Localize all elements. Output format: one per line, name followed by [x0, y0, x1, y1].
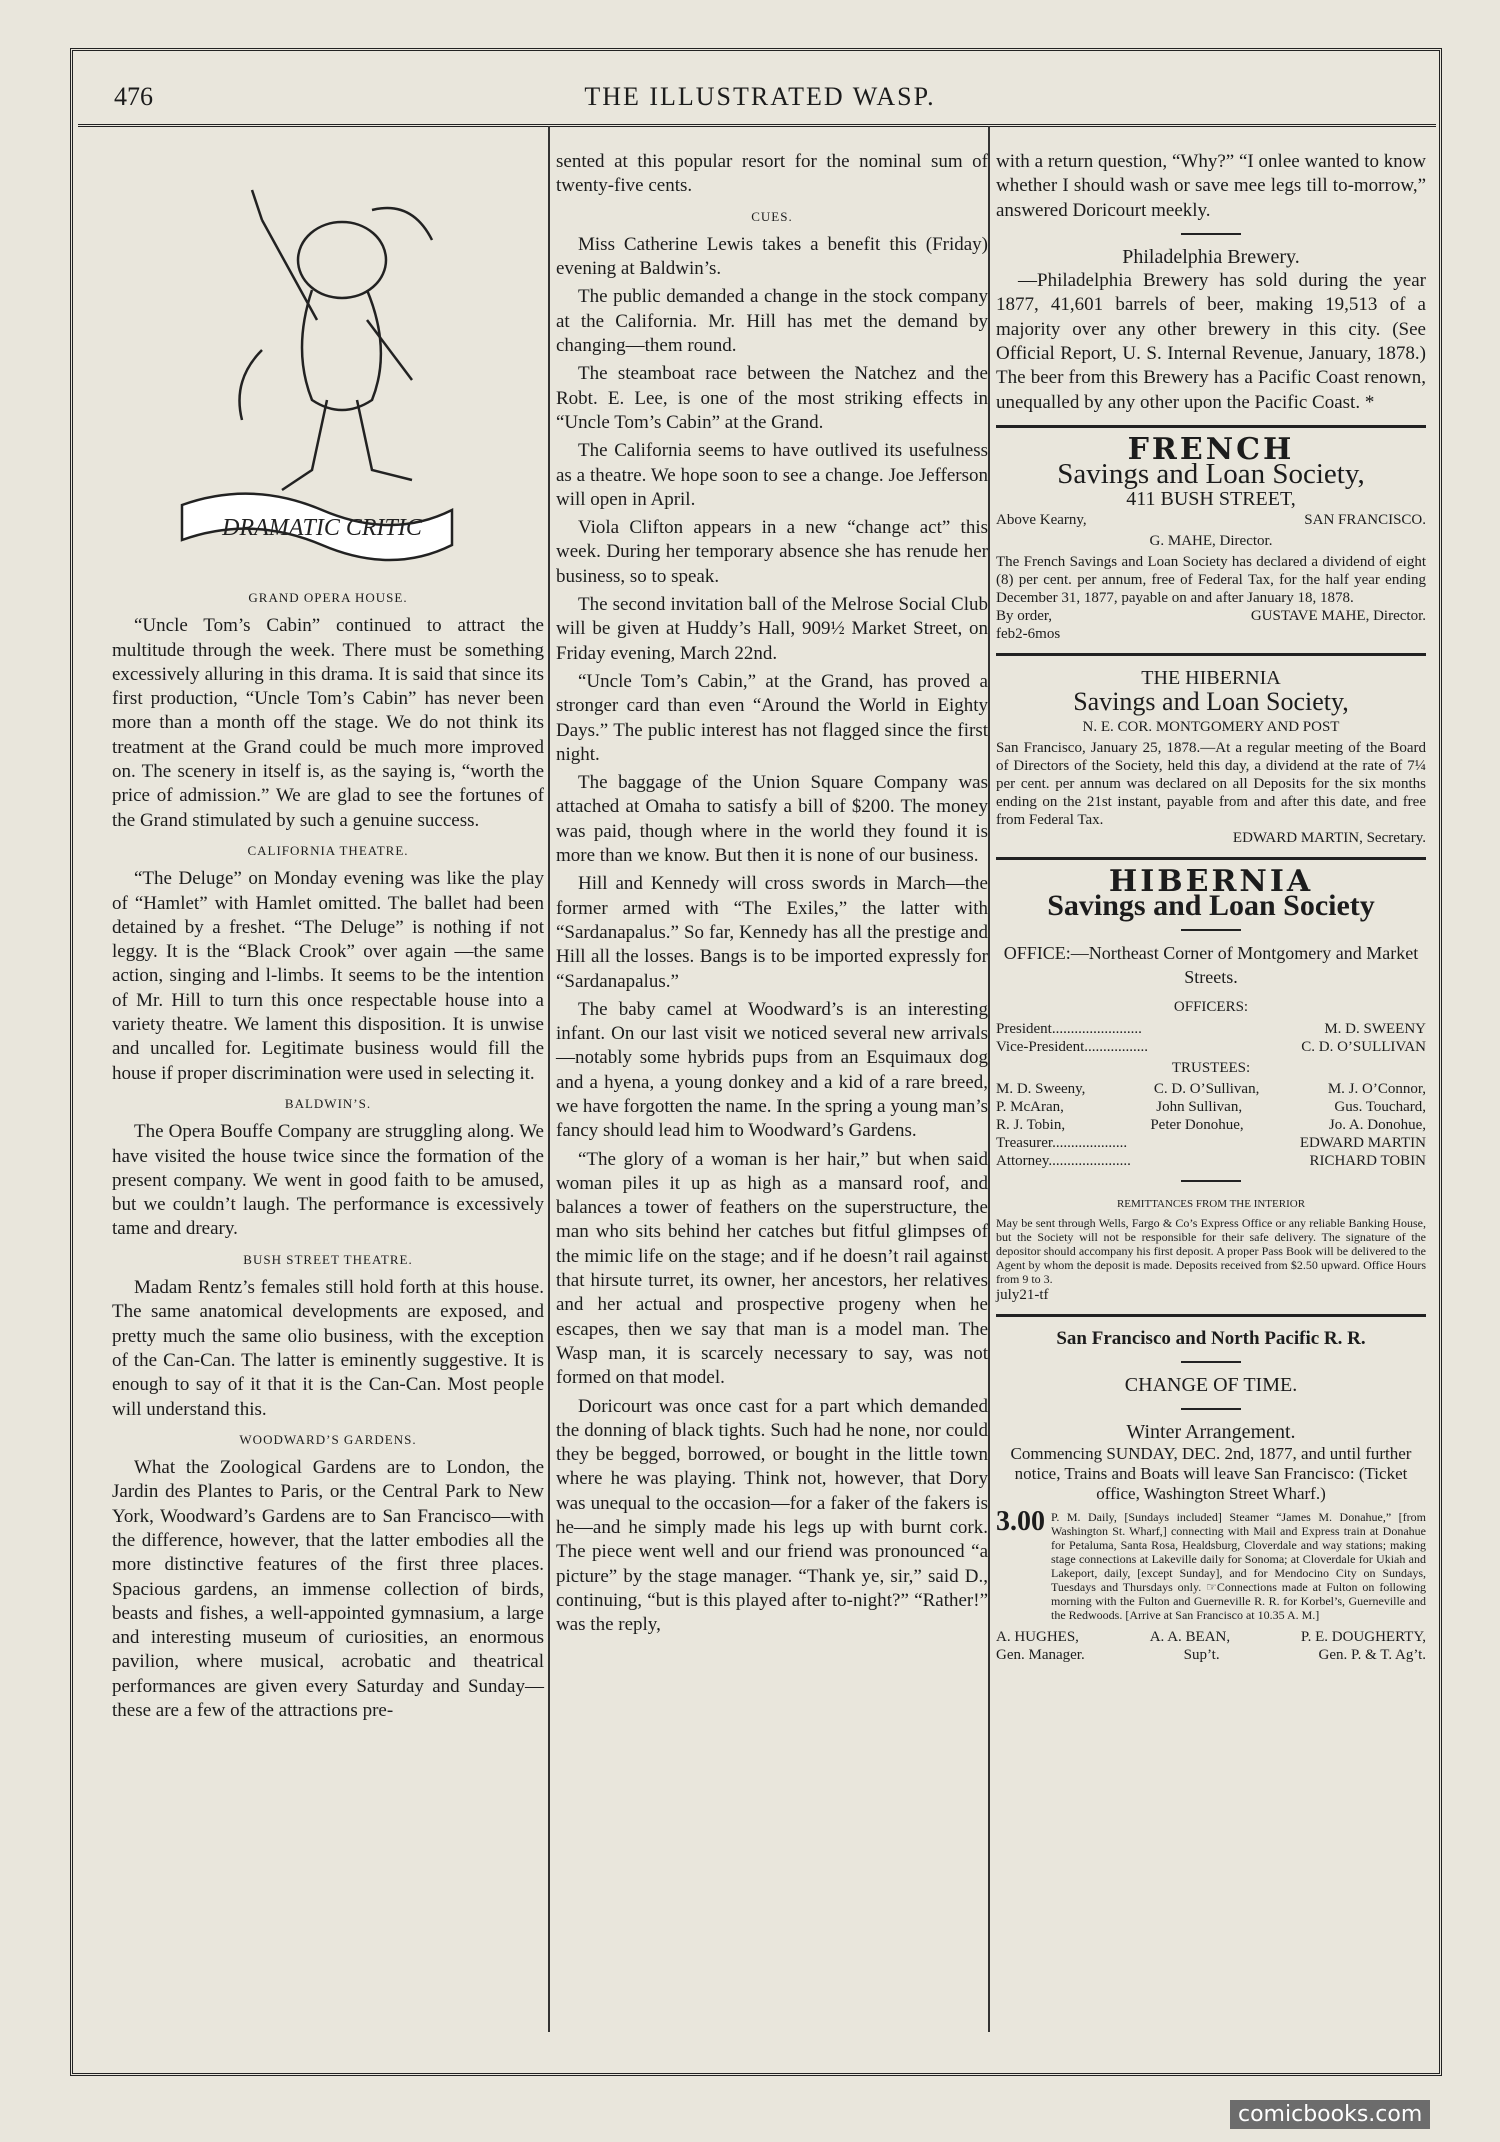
ad-signature: EDWARD MARTIN, Secretary. — [1232, 830, 1426, 847]
officer-name: RICHARD TOBIN — [1309, 1152, 1426, 1169]
paragraph: “The glory of a woman is her hair,” but when said woman piles it up as high as a mansard roof, and balances a tower of feathers on the superstructure, the man who sits behind her catches but fitful glimpses of the mimic life on the stage; and if he doesn’t rail against that hirsute turret, its owner, her ancestors, her relatives and her actual and prospective progeny when he escapes, then we say that man is a model man. The Wasp man, it is scarcely necessary to say, was not formed on that model. — [556, 1148, 988, 1389]
ad-text: GUSTAVE MAHE, Director. — [1250, 608, 1426, 625]
paragraph: Doricourt was once cast for a part which demanded the donning of black tights. Such had he none, nor could they be begged, borrowed, or bought in the little town where he was playing. Think not, however, that Dory was unequal to the occasion—for a faker of the fakers is he—and he simply made his legs up with burnt cork. The piece went well and our friend was pronounced “a picture” by the stage manager. “Thank ye, sir,” said D., continuing, “but is this played after to-night?” “Rather!” was the reply, — [556, 1395, 988, 1636]
trustee-name: John Sullivan, — [1156, 1098, 1243, 1115]
dramatic-critic-illustration — [112, 150, 544, 580]
ad-separator — [996, 425, 1426, 428]
officer-role: Vice-President................. — [996, 1038, 1148, 1055]
paragraph: sented at this popular resort for the nominal sum of twenty-five cents. — [556, 151, 988, 197]
paragraph: The Opera Bouffe Company are struggling along. We have visited the house twice since the formation of the present company. We went in good faith to be amused, but we couldn’t laugh. The performance is excessively tame and dreary. — [112, 1121, 544, 1240]
officer-name: C. D. O’SULLIVAN — [1301, 1038, 1426, 1055]
ad-address: 411 BUSH STREET, — [1126, 487, 1296, 510]
schedule-text: P. M. Daily, [Sundays included] Steamer “James M. Donahue,” [from Washington St. Wharf,] connecting with Mail and Express train at Donahue for Petaluma, Santa Rosa, Healdsburg, Cloverdale and way stations; making stage connections at Lakeville daily for Sonoma; at Cloverdale for Ukiah and Lakeport, daily, [except Sunday], and for Mendocino City on Sundays, Tuesdays and Thursdays only. ☞Connections made at Fulton on following morning with the Fulton and Guerneville R. R. for Korbel’s, Guerneville and the Redwoods. [Arrive at San Francisco at 10.35 A. M.] — [1051, 1510, 1426, 1623]
officer-name: EDWARD MARTIN — [1299, 1134, 1426, 1151]
official-title: Sup’t. — [1183, 1647, 1220, 1664]
short-rule — [1181, 929, 1241, 931]
section-heading-california: CALIFORNIA THEATRE. — [247, 842, 409, 858]
column-2 — [556, 150, 988, 1642]
trustee-name: Peter Donohue, — [1150, 1116, 1244, 1133]
section-heading-cues: CUES. — [751, 208, 793, 224]
officer-role: Attorney...................... — [996, 1152, 1131, 1169]
railroad-ad — [996, 1327, 1426, 1664]
ad-text: San Francisco, January 25, 1878.—At a regular meeting of the Board of Directors of the Society, held this day, a dividend at the rate of 7¼ per cent. per annum was declared on all Deposits for the six months ending on the 21st instant, payable from and after this date, and free from Federal Tax. — [996, 740, 1426, 829]
paragraph: Hill and Kennedy will cross swords in March—the former armed with “The Exiles,” the latter with “Sardanapalus.” So far, Kennedy has all the prestige and Hill all the losses. Bangs is to be imported expressly for “Sardanapalus.” — [556, 873, 988, 992]
official-name: P. E. DOUGHERTY, — [1300, 1629, 1426, 1646]
paragraph: The baggage of the Union Square Company was attached at Omaha to satisfy a bill of $200. The money was paid, though where in the world they found it is more than we know. But then it is none of our business. — [556, 772, 988, 867]
ad-director: G. MAHE, Director. — [1149, 532, 1273, 549]
ad-text: By order, — [996, 608, 1053, 625]
ad-address: N. E. COR. MONTGOMERY AND POST — [1082, 718, 1340, 735]
ad-subheading: Winter Arrangement. — [1126, 1420, 1296, 1443]
ad-separator — [996, 653, 1426, 656]
paragraph: The steamboat race between the Natchez and the Robt. E. Lee, is one of the most striking effects in “Uncle Tom’s Cabin” at the Grand. — [556, 363, 988, 433]
masthead-title: THE ILLUSTRATED WASP. — [584, 82, 936, 111]
ad-heading: San Francisco and North Pacific R. R. — [1056, 1328, 1366, 1350]
column-divider-2 — [988, 126, 990, 2032]
section-heading-bush-street: BUSH STREET THEATRE. — [243, 1251, 413, 1267]
section-heading-baldwins: BALDWIN’S. — [284, 1095, 372, 1111]
watermark: comicbooks.com — [1230, 2100, 1430, 2129]
paragraph: What the Zoological Gardens are to London, the Jardin des Plantes to Paris, or the Central Park to New York, Woodward’s Gardens are to San Francisco—with the difference, however, that the latter embodies all the more distinctive features of the first three places. Spacious gardens, an immense collection of birds, beasts and fishes, a well-appointed gymnasium, a large and interesting museum of curiosities, an enormous pavilion, where musical, acrobatic and theatrical performances are given every Saturday and Sunday—these are a few of the attractions pre- — [112, 1457, 544, 1722]
official-name: A. HUGHES, — [996, 1629, 1079, 1646]
ad-office: OFFICE:—Northeast Corner of Montgomery and Market Streets. — [1003, 942, 1419, 987]
paragraph: with a return question, “Why?” “I onlee wanted to know whether I should wash or save mee legs till to-morrow,” answered Doricourt meekly. — [996, 151, 1426, 221]
column-1 — [112, 150, 544, 1727]
trustee-name: M. D. Sweeny, — [996, 1080, 1086, 1097]
brewery-text: —Philadelphia Brewery has sold during the year 1877, 41,601 barrels of beer, making 19,513 of a majority over any other brewery in this city. (See Official Report, U. S. Internal Revenue, January, 1878.) The beer from this Brewery has a Pacific Coast renown, unequalled by any other upon the Pacific Coast. * — [996, 270, 1426, 413]
column-3 — [996, 150, 1426, 1664]
short-rule — [1181, 1361, 1241, 1363]
official-title: Gen. P. & T. Ag’t. — [1318, 1647, 1426, 1664]
ad-text: SAN FRANCISCO. — [1304, 511, 1426, 528]
officer-role: President........................ — [996, 1020, 1142, 1037]
ad-code: feb2-6mos — [996, 626, 1061, 643]
officer-name: M. D. SWEENY — [1324, 1020, 1426, 1037]
ad-separator — [996, 1314, 1426, 1317]
official-name: A. A. BEAN, — [1149, 1629, 1231, 1646]
page-header — [110, 78, 1410, 118]
paragraph: The second invitation ball of the Melrose Social Club will be given at Huddy’s Hall, 909½ Market Street, on Friday evening, March 22nd. — [556, 594, 988, 664]
ad-subheading: CHANGE OF TIME. — [1124, 1374, 1298, 1397]
trustee-name: R. J. Tobin, — [996, 1116, 1066, 1133]
official-title: Gen. Manager. — [996, 1647, 1085, 1664]
ad-text: Above Kearny, — [996, 511, 1087, 528]
paragraph: Viola Clifton appears in a new “change act” this week. During her temporary absence she has renude her business, so to speak. — [556, 517, 988, 587]
ad-subheading: Savings and Loan Society, — [1057, 458, 1365, 491]
paragraph: The baby camel at Woodward’s is an interesting infant. On our last visit we noticed several new arrivals—notably some hybrids pups from an Esquimaux dog and a hyena, a young donkey and a kid of a rare breed, we have forgotten the name. In the spring a young man’s fancy should lead him to Woodward’s Gardens. — [556, 998, 988, 1142]
paragraph: Miss Catherine Lewis takes a benefit this (Friday) evening at Baldwin’s. — [556, 233, 988, 280]
ad-text: The French Savings and Loan Society has declared a dividend of eight (8) per cent. per annum, free of Federal Tax, for the half year ending December 31, 1877, payable on and after January 18, 1878. — [996, 554, 1426, 607]
ad-separator — [996, 857, 1426, 860]
departure-time: 3.00 — [996, 1506, 1045, 1538]
header-rule — [78, 124, 1436, 127]
paragraph: “The Deluge” on Monday evening was like the play of “Hamlet” with Hamlet omitted. The ballet had been detained by a freshet. “The Deluge” is nothing if not leggy. It is the “Black Crook” over again —the same action, singing and l-limbs. It seems to be the intention of Mr. Hill to turn this once respectable house into a variety theatre. We lament this disposition. It is unwise and uncalled for. Legitimate business would fill the house if proper discrimination were used in selecting it. — [112, 868, 544, 1084]
ad-heading: HIBERNIA — [1108, 864, 1314, 900]
remit-heading: REMITTANCES FROM THE INTERIOR — [1116, 1197, 1306, 1210]
paragraph: The public demanded a change in the stock company at the California. Mr. Hill has met the demand by changing—them round. — [556, 286, 988, 357]
officers-heading: OFFICERS: — [1173, 999, 1249, 1016]
remit-text: May be sent through Wells, Fargo & Co’s Express Office or any reliable Banking House, but the Society will not be responsible for their safe delivery. The signature of the depositor should accompany his first deposit. A proper Pass Book will be delivered to the Agent by whom the deposit is made. Deposits received from $2.50 upward. Office Hours from 9 to 3. — [996, 1216, 1426, 1287]
ad-subheading: Savings and Loan Society — [1047, 889, 1375, 923]
french-savings-ad — [996, 431, 1426, 643]
section-heading-woodwards: WOODWARD’S GARDENS. — [239, 1431, 417, 1447]
column-divider-1 — [548, 126, 550, 2032]
short-rule — [1181, 1408, 1241, 1410]
ad-heading: FRENCH — [1127, 431, 1295, 467]
page-number: 476 — [114, 82, 153, 111]
trustee-name: M. J. O’Connor, — [1327, 1080, 1426, 1097]
ad-subheading: Savings and Loan Society, — [1073, 687, 1349, 717]
short-rule — [1181, 1180, 1241, 1182]
paragraph: Madam Rentz’s females still hold forth at this house. The same anatomical developments are exposed, and pretty much the same olio business, with the exception of the Can-Can. The latter is eminently suggestive. It is enough to say of it that it is the Can-Can. Most people will understand this. — [112, 1277, 544, 1420]
hibernia-officers-ad — [996, 864, 1426, 1304]
ad-code: july21-tf — [996, 1287, 1049, 1304]
officer-role: Treasurer.................... — [996, 1134, 1128, 1151]
ornament-divider — [1181, 233, 1241, 235]
brewery-title: Philadelphia Brewery. — [1122, 245, 1300, 268]
hibernia-dividend-ad — [996, 666, 1426, 847]
trustee-name: Jo. A. Donohue, — [1328, 1116, 1426, 1133]
ad-heading: THE HIBERNIA — [1141, 667, 1281, 690]
section-heading-grand-opera: GRAND OPERA HOUSE. — [248, 590, 408, 605]
illustration-caption: DRAMATIC CRITIC — [222, 515, 422, 541]
trustee-name: P. McAran, — [996, 1098, 1064, 1115]
trustee-name: C. D. O’Sullivan, — [1153, 1080, 1260, 1097]
trustee-name: Gus. Touchard, — [1334, 1098, 1426, 1115]
paragraph: “Uncle Tom’s Cabin,” at the Grand, has proved a stronger card than even “Around the World in Eighty Days.” The public interest has not flagged since the first night. — [556, 670, 988, 765]
paragraph: The California seems to have outlived its usefulness as a theatre. We hope soon to see a change. Joe Jefferson will open in April. — [556, 440, 988, 510]
ad-text: Commencing SUNDAY, DEC. 2nd, 1877, and until further notice, Trains and Boats will leave San Francisco: (Ticket office, Washington Street Wharf.) — [1010, 1444, 1412, 1504]
trustees-heading: TRUSTEES: — [1171, 1059, 1251, 1076]
paragraph: “Uncle Tom’s Cabin” continued to attract the multitude through the week. There must be something excessively alluring in this drama. It is said that since its first production, “Uncle Tom’s Cabin” has never been more than a month off the stage. We do not think its treatment at the Grand could be much more improved on. The scenery in itself is, as the saying is, “worth the price of admission.” We are glad to see the fortunes of the Grand stimulated by such a genuine success. — [112, 615, 544, 831]
